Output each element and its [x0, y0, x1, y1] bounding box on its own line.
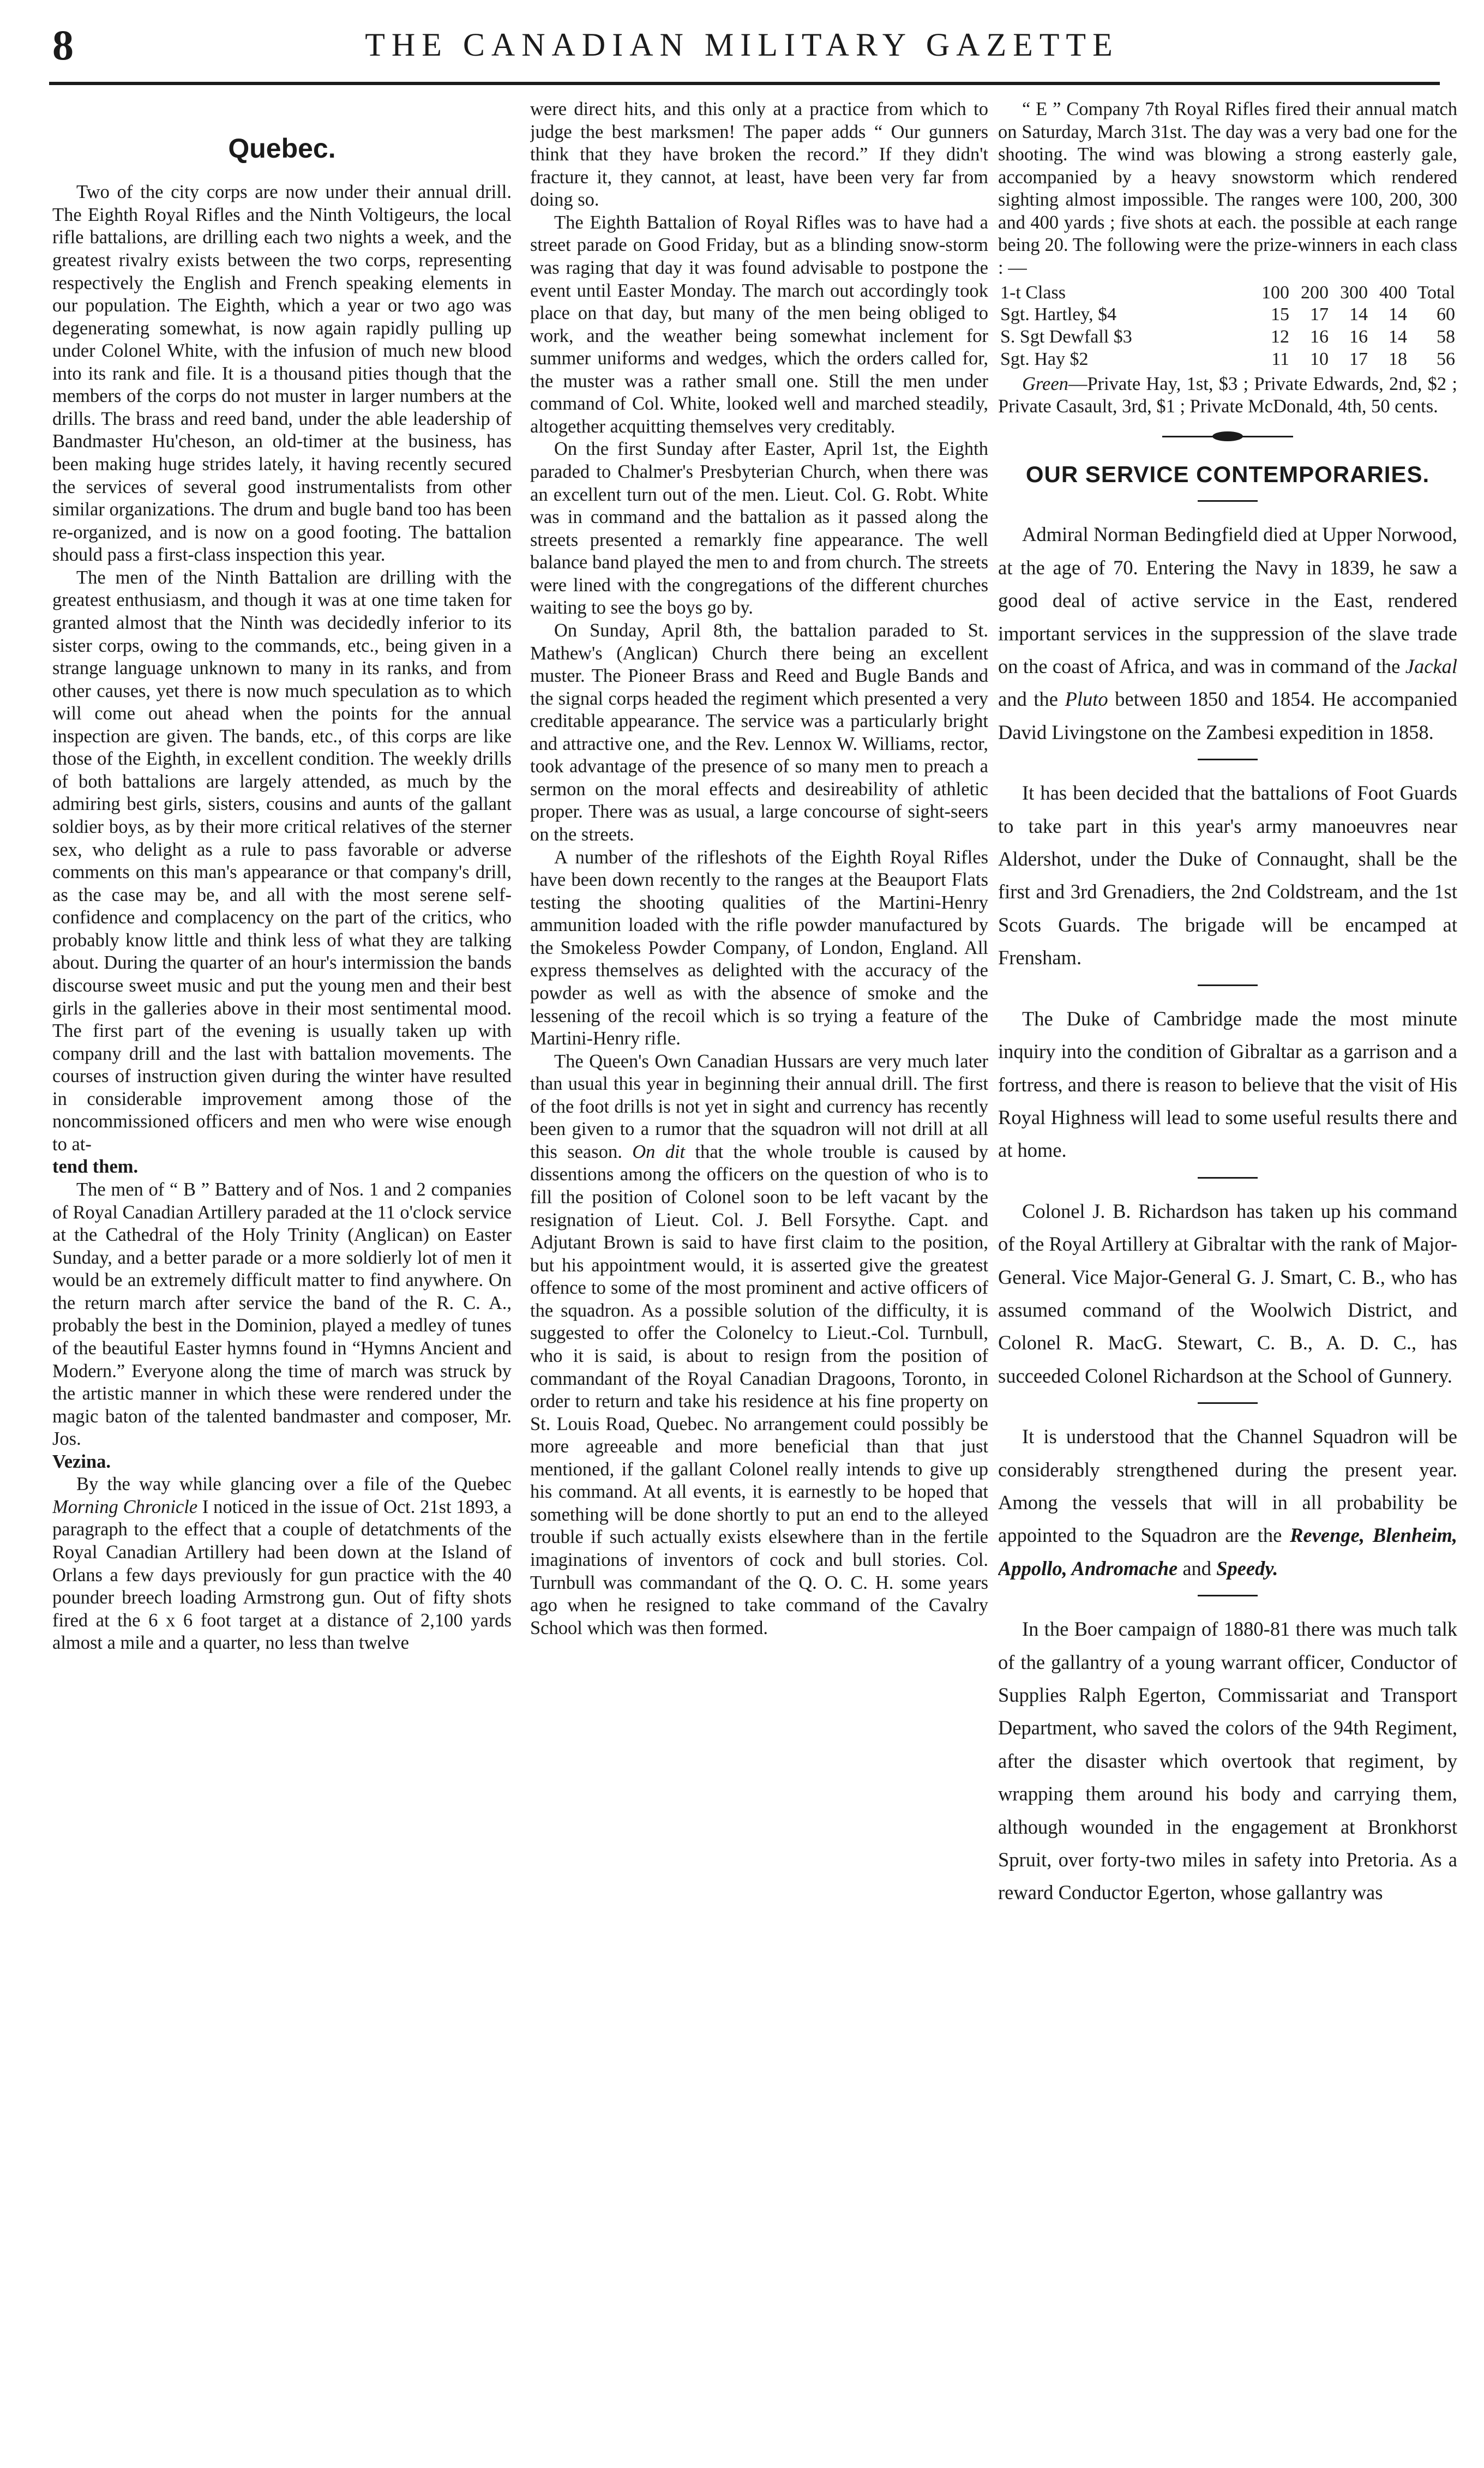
service-item-6: In the Boer campaign of 1880-81 there was much talk of the gallantry of a young warrant officer, Conductor of Supplies Ralph Egerton, Commissariat and Transport Department, who saved the colors of the 94th Regiment, after the disaster which overtook that regiment, by wrapping them around his body and carrying them, although wounded in the engagement at Bronkhorst Spruit, over forty-two miles in safety into Pretoria. As a reward Conductor Egerton, whose gallantry was [998, 1618, 1457, 1904]
table-cell: 10 [1310, 349, 1329, 369]
service-item-2: It has been decided that the battalions of Foot Guards to take part in this year's army manoeuvres near Aldershot, under the Duke of Connaught, shall be the first and 3rd Grenadiers, the 2nd Coldstream, and the 1st Scots Guards. The brigade will be encamped at Frensham. [998, 782, 1457, 969]
section-title-service: OUR SERVICE CONTEMPORARIES. [1025, 461, 1430, 487]
service-item [998, 1002, 1457, 1167]
service-item-5-text-a: It is understood that the Channel Squadron will be considerably strengthened during the present year. Among the vessels that will in all probability be appointed to the Squadron are the [998, 1425, 1457, 1547]
table-cell: 300 [1340, 282, 1368, 303]
service-item [998, 1420, 1457, 1585]
service-item [998, 1195, 1457, 1392]
col2-paragraph-2: The Eighth Battalion of Royal Rifles was to have had a street parade on Good Friday, but as a blinding snow-storm was raging that day it was found advisable to postpone the event until Easter Monday. The march out accordingly took place on that day, but many of the men being obliged to work, and the weather being somewhat inclement for summer uniforms and wedges, which the orders called for, the muster was a rather small one. Still the men under command of Col. White, looked well and marched steadily, altogether acquitting themselves very creditably. [530, 212, 988, 437]
service-item-5-text-m: and [1177, 1557, 1217, 1580]
scores-table [998, 282, 1457, 371]
table-cell: 16 [1310, 327, 1329, 347]
section-divider [1162, 431, 1293, 441]
table-cell: 14 [1389, 327, 1407, 347]
table-row [998, 304, 1457, 326]
item-rule [1198, 1595, 1258, 1596]
col2-paragraph-6-italic: On dit [632, 1141, 686, 1162]
table-row [998, 349, 1457, 371]
col3-paragraph-2-italic: Green [1022, 373, 1068, 394]
table-cell: S. Sgt Dewfall $3 [1000, 327, 1132, 347]
service-item [998, 777, 1457, 974]
service-item-1-italic-1: Jackal [1405, 655, 1457, 678]
item-rule [1198, 500, 1258, 502]
service-item-5-ship-last: Speedy. [1216, 1557, 1278, 1580]
table-row [998, 282, 1457, 304]
table-cell: 18 [1389, 349, 1407, 369]
newspaper-name: Morning Chronicle [52, 1496, 198, 1517]
table-cell: 60 [1437, 304, 1455, 325]
page-number: 8 [52, 21, 74, 69]
column-2 [530, 98, 988, 2449]
header-rule [49, 82, 1440, 85]
table-row [998, 326, 1457, 349]
table-cell: Total [1417, 282, 1455, 303]
quebec-paragraph-2: The men of the Ninth Battalion are drilling with the greatest enthusiasm, and though it was at one time taken for granted almost that the Ninth was decidedly inferior to its sister corps, owing to the commands, etc., being given in a strange language unknown to many in its ranks, and from other causes, yet there is now much speculation as to which will come out ahead when the points for the annual inspection are given. The bands, etc., of this corps are like those of the Eighth, in excellent condition. The weekly drills of both battalions are largely attended, as much by the admiring best girls, sisters, cousins and aunts of the gallant soldier boys, as by their more critical relatives of the sterner sex, who delight as a rule to pass favorable or adverse comments on this man's appearance or that company's drill, as the case may be, and all with the most serene self-confidence and complacency on the part of the critics, who probably know little and think less of what they are talking about. During the quarter of an hour's intermission the bands discourse sweet music and put the young men and their best girls in the galleries above in their most sentimental mood. The first part of the evening is usually taken up with company drill and the last with battalion movements. The courses of instruction given during the winter have resulted in considerable improvement among those of the noncommissioned officers and men who were wise enough to at- [52, 567, 512, 1155]
service-item-1-text-a: Admiral Norman Bedingfield died at Upper Norwood, at the age of 70. Entering the Navy in 1839, he saw a good deal of active service in the East, rendered important services in the suppression of the slave trade on the coast of Africa, and was in command of the [998, 523, 1457, 678]
service-item-1-text-m: and the [998, 688, 1065, 711]
column-1 [52, 98, 512, 2449]
table-cell: 11 [1271, 349, 1289, 369]
quebec-paragraph-3: The men of “ B ” Battery and of Nos. 1 and 2 companies of Royal Canadian Artillery paraded at the 11 o'clock service at the Cathedral of the Holy Trinity (Anglican) on Easter Sunday, and a better parade or a more soldierly lot of men it would be an extremely difficult matter to find anywhere. On the return march after service the band of the R. C. A., probably the best in the Dominion, played a medley of tunes of the beautiful Easter hymns found in “Hymns Ancient and Modern.” Everyone along the time of march was struck by the artistic manner in which these were rendered under the magic baton of the talented bandmaster and composer, Mr. Jos. [52, 1179, 512, 1450]
section-divider-ornament [1212, 431, 1243, 441]
item-rule [1198, 759, 1258, 760]
quebec-paragraph-2-end: tend them. [52, 1156, 139, 1178]
service-item-4: Colonel J. B. Richardson has taken up his command of the Royal Artillery at Gibraltar with the rank of Major-General. Vice Major-General G. J. Smart, C. B., who has assumed command of the Woolwich District, and Colonel R. MacG. Stewart, C. B., A. D. C., has succeeded Colonel Richardson at the School of Gunnery. [998, 1199, 1457, 1387]
col3-paragraph-1: “ E ” Company 7th Royal Rifles fired their annual match on Saturday, March 31st. The day was a very bad one for the shooting. The wind was blowing a strong easterly gale, accompanied by a heavy snowstorm which rendered sighting almost impossible. The ranges were 100, 200, 300 and 400 yards ; five shots at each. the possible at each range being 20. The following were the prize-winners in each class : — [998, 99, 1457, 278]
item-rule [1198, 984, 1258, 986]
table-cell: 17 [1349, 349, 1368, 369]
table-cell: 14 [1349, 304, 1368, 325]
col3-paragraph-2 [998, 373, 1457, 418]
table-cell: 400 [1379, 282, 1407, 303]
col2-paragraph-5: A number of the rifleshots of the Eighth Royal Rifles have been down recently to the ranges at the Beauport Flats testing the shooting qualities of the Martini-Henry ammunition loaded with the rifle powder manufactured by the Smokeless Powder Company, of London, England. All express themselves as delighted with the accuracy of the powder as well as with the absence of smoke and the lessening of the recoil which is so trying a feature of the Martini-Henry rifle. [530, 846, 988, 1049]
column-3 [998, 98, 1457, 2449]
service-item [998, 1613, 1457, 1909]
service-item-5-ships: Revenge, Blenheim, Appollo, Andromache [998, 1524, 1457, 1580]
table-cell: 56 [1437, 349, 1455, 369]
service-item [998, 518, 1457, 749]
quebec-paragraph-4-text-b: I noticed in the issue of Oct. 21st 1893, a paragraph to the effect that a couple of detatchments of the Royal Canadian Artillery had been down at the Island of Orlans a few days previously for gun practice with the 40 pounder breech loading Armstrong gun. Out of fifty shots fired at the 6 x 6 foot target at a distance of 2,100 yards almost a mile and a quarter, no less than twelve [52, 1496, 512, 1654]
col2-paragraph-1: were direct hits, and this only at a practice from which to judge the best marksmen! The paper adds “ Our gunners think that they have broken the record.” If they didn't fracture it, they cannot, at least, have been very far from doing so. [530, 99, 988, 211]
item-rule [1198, 1177, 1258, 1179]
table-cell: Sgt. Hay $2 [1000, 349, 1089, 369]
service-item-1-text-b: between 1850 and 1854. He accompanied David Livingstone on the Zambesi expedition in 1858. [998, 688, 1457, 743]
table-cell: Sgt. Hartley, $4 [1000, 304, 1117, 325]
quebec-paragraph-4-text-a: By the way while glancing over a file of the Quebec [76, 1474, 512, 1495]
col2-paragraph-6-text-a: The Queen's Own Canadian Hussars are very much later than usual this year in beginning their annual drill. The first of the foot drills is not yet in sight and currency has recently been given to a rumor that the squadron will not drill at all this season. [530, 1050, 988, 1162]
col2-paragraph-6 [530, 1050, 988, 1640]
col3-paragraph-2-text: —Private Hay, 1st, $3 ; Private Edwards, 2nd, $2 ; Private Casault, 3rd, $1 ; Private McDonald, 4th, 50 cents. [998, 373, 1457, 417]
col2-paragraph-6-text-b: that the whole trouble is caused by dissentions among the officers on the question of who is to fill the position of Colonel soon to be left vacant by the resignation of Lieut. Col. J. Bell Forsythe. Capt. and Adjutant Brown is said to have first claim to the position, but his appointment would, it is asserted give the greatest offence to some of the most prominent and active officers of the squadron. As a possible solution of the difficulty, it is suggested to offer the Colonelcy to Lieut.-Col. Turnbull, who it is said, is about to resign from the position of commandant of the Royal Canadian Dragoons, Toronto, in order to return and take his residence at his fine property on St. Louis Road, Quebec. No arrangement could possibly be more agreeable and more beneficial than that just mentioned, if the gallant Colonel really intends to give up his command. At all events, it is earnestly to be hoped that something will be done shortly to put an end to the alleyed trouble if such actually exists elsewhere than in the fertile imaginations of inventors of cock and bull stories. Col. Turnbull was commandant of the Q. O. C. H. some years ago when he resigned to take command of the Cavalry School which was then formed. [530, 1141, 988, 1638]
table-cell: 200 [1301, 282, 1329, 303]
service-item-1-italic-2: Pluto [1065, 688, 1108, 711]
masthead: THE CANADIAN MILITARY GAZETTE [365, 27, 1119, 63]
table-cell: 1-t Class [1000, 282, 1066, 303]
service-item-5 [998, 1420, 1457, 1585]
table-cell: 100 [1261, 282, 1289, 303]
table-cell: 14 [1389, 304, 1407, 325]
service-item-3: The Duke of Cambridge made the most minute inquiry into the condition of Gibraltar as a garrison and a fortress, and there is reason to believe that the visit of His Royal Highness will lead to some useful results there and at home. [998, 1007, 1457, 1162]
table-cell: 58 [1437, 327, 1455, 347]
quebec-paragraph-4 [52, 1473, 512, 1655]
table-cell: 17 [1310, 304, 1329, 325]
col2-paragraph-3: On the first Sunday after Easter, April 1st, the Eighth paraded to Chalmer's Presbyterian Church, when there was an excellent turn out of the men. Lieut. Col. G. Robt. White was in command and the battalion as it passed along the streets presented a remarkly fine appearance. The well balance band played the men to and from church. The streets were lined with the congregations of the different churches waiting to see the boys go by. [530, 439, 988, 618]
quebec-paragraph-1: Two of the city corps are now under their annual drill. The Eighth Royal Rifles and the Ninth Voltigeurs, the local rifle battalions, are drilling each two nights a week, and the greatest rivalry exists between the two corps, representing respectively the English and French speaking elements in our population. The Eighth, which a year or two ago was degenerating somewhat, is now again rapidly pulling up under Colonel White, with the infusion of much new blood into its rank and file. It is a thousand pities though that the members of the corps do not muster in larger numbers at the drills. The brass and reed band, under the able leadership of Bandmaster Hu'cheson, an old-timer at the business, has been making huge strides lately, it having recently secured the services of several good instrumentalists from other similar organizations. The drum and bugle band too has been re-organized, and is now on a good footing. The battalion should pass a first-class inspection this year. [52, 182, 512, 566]
item-rule [1198, 1402, 1258, 1404]
table-cell: 16 [1349, 327, 1368, 347]
table-cell: 15 [1271, 304, 1289, 325]
table-cell: 12 [1271, 327, 1289, 347]
service-item-1 [998, 518, 1457, 749]
section-title-quebec: Quebec. [228, 133, 336, 164]
quebec-paragraph-3-end: Vezina. [52, 1451, 111, 1472]
col2-paragraph-4: On Sunday, April 8th, the battalion paraded to St. Mathew's (Anglican) Church there being an excellent muster. The Pioneer Brass and Reed and Bugle Bands and the signal corps headed the regiment which presented a very creditable appearance. The service was a particularly bright and attractive one, and the Rev. Lennox W. Williams, rector, took advantage of the presence of so many men to preach a sermon on the moral effects and desireability of athletic proper. There was as usual, a large concourse of sight-seers on the streets. [530, 620, 988, 845]
